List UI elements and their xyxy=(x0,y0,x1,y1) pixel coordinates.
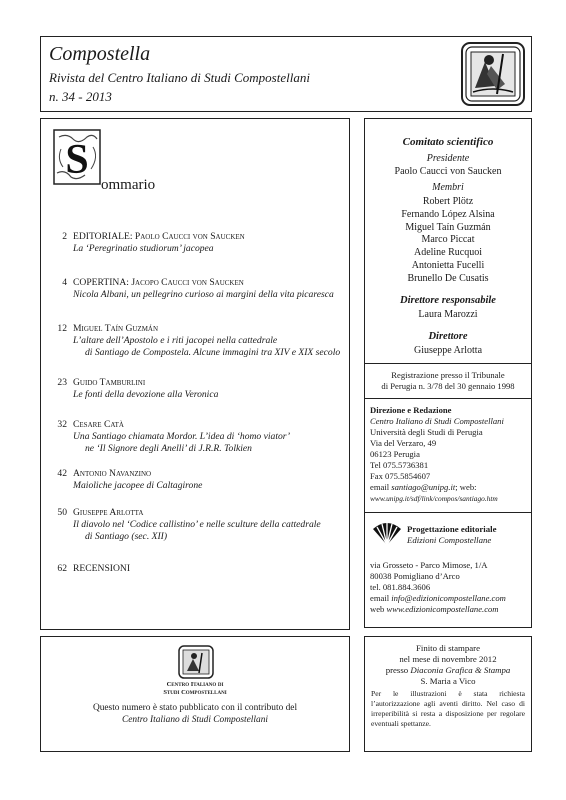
entry-title: Maioliche jacopee di Caltagirone xyxy=(73,480,203,491)
member-name: Miguel Taín Guzmán xyxy=(405,221,491,233)
entry-author: Antonio Navanzino xyxy=(73,468,152,479)
page-number: 50 xyxy=(57,507,67,518)
director-label: Direttore xyxy=(428,331,468,342)
email-link[interactable]: santiago@unipg.it xyxy=(391,482,456,492)
entry-author: RECENSIONI xyxy=(73,563,131,574)
editorial-office: Direzione e Redazione Centro Italiano di Studi Compostellani Università degli Studi di Perugia Via del Verzaro, 49 06123 Perugia Tel 075.5736381 Fax 075.5854607 email santiago@unipg.it; web: www.unipg.it/sdf/link/compos/santiago.htm xyxy=(370,405,530,504)
entry-title: Il diavolo nel ‘Codice callistino’ e nelle sculture della cattedrale xyxy=(73,519,321,530)
president-label: Presidente xyxy=(426,153,470,164)
entry-author: Guido Tamburlini xyxy=(73,377,146,388)
colophon-box xyxy=(364,636,532,752)
entry-author: Miguel Taín Guzmán xyxy=(73,323,159,334)
decorated-initial xyxy=(53,129,101,185)
page-number: 12 xyxy=(57,323,67,334)
sponsor-name: Centro Italiano di Studi Compostellani xyxy=(121,715,268,725)
members-list xyxy=(365,196,531,286)
publisher-name: Edizioni Compostellane xyxy=(407,535,492,545)
page-number: 62 xyxy=(57,563,67,574)
publisher-web-link[interactable]: www.edizionicompostellane.com xyxy=(386,604,499,614)
entry-title: L’altare dell’Apostolo e i riti jacopei nella cattedrale xyxy=(73,335,278,346)
page-number: 32 xyxy=(57,419,67,430)
masthead-info-panel xyxy=(364,118,532,628)
sponsor-box xyxy=(40,636,350,752)
member-name: Adeline Rucquoi xyxy=(413,247,483,259)
scallop-shell-icon xyxy=(371,519,403,547)
svg-text:S: S xyxy=(65,137,89,183)
divider xyxy=(365,398,531,399)
responsible-director-name: Laura Marozzi xyxy=(418,309,478,320)
publisher-email-link[interactable]: info@edizionicompostellane.com xyxy=(391,593,506,603)
page-number: 23 xyxy=(57,377,67,388)
entry-title: La ‘Peregrinatio studiorum’ jacopea xyxy=(73,243,214,254)
colophon-line: Finito di stampare xyxy=(415,643,480,653)
page-number: 42 xyxy=(57,468,67,479)
editorial-design-heading: Progettazione editoriale xyxy=(407,524,497,534)
divider xyxy=(365,512,531,513)
member-name: Marco Piccat xyxy=(421,234,475,246)
president-name: Paolo Caucci von Saucken xyxy=(394,166,502,177)
table-of-contents xyxy=(40,118,350,630)
members-label: Membri xyxy=(432,182,464,193)
seal-caption: Centro Italiano di Studi Compostellani xyxy=(163,681,227,696)
web-link[interactable]: www.unipg.it/sdf/link/compos/santiago.htm xyxy=(370,494,498,503)
member-name: Fernando López Alsina xyxy=(401,208,495,220)
rights-note: Per le illustrazioni è stata richiesta l’autorizzazione agli aventi diritto. Nel caso di irreperibilità si resta a disposizione per regolare eventuali spettanze. xyxy=(371,689,525,728)
entry-title: di Santiago (sec. XII) xyxy=(85,531,168,542)
director-name: Giuseppe Arlotta xyxy=(413,345,483,356)
colophon-line: nel mese di novembre 2012 xyxy=(399,654,497,664)
entry-author: Cesare Catà xyxy=(73,419,124,430)
institute-seal-icon xyxy=(178,645,214,679)
colophon-printer: presso Diaconia Grafica & Stampa xyxy=(385,665,511,675)
member-name: Antonietta Fucelli xyxy=(411,259,485,271)
entry-title: ne ‘Il Signore degli Anelli’ di J.R.R. Tolkien xyxy=(85,443,252,454)
entry-title: di Santiago de Compostela. Alcune immagini tra XIV e XIX secolo xyxy=(85,347,341,358)
masthead xyxy=(40,36,532,112)
entry-title: Le fonti della devozione alla Veronica xyxy=(73,389,219,400)
entry-author: Giuseppe Arlotta xyxy=(73,507,144,518)
pilgrim-logo-icon xyxy=(461,42,525,106)
responsible-director-label: Direttore responsabile xyxy=(400,295,496,306)
issue-number: n. 34 - 2013 xyxy=(49,89,112,104)
ornament-icon xyxy=(53,129,101,185)
registration-note: Registrazione presso il Tribunale di Perugia n. 3/78 del 30 gennaio 1998 xyxy=(381,370,515,391)
member-name: Brunello De Cusatis xyxy=(407,272,489,284)
editorial-office-heading: Direzione e Redazione xyxy=(370,405,452,415)
entry-title: Una Santiago chiamata Mordor. L’idea di ‘homo viator’ xyxy=(73,431,291,442)
publisher-address: via Grosseto - Parco Mimose, 1/A 80038 Pomigliano d’Arco tel. 081.884.3606 email info@edizionicompostellane.com web www.edizionicompostellane.com xyxy=(370,560,506,614)
entry-author: COPERTINA: Jacopo Caucci von Saucken xyxy=(73,277,244,288)
page-number: 2 xyxy=(62,231,67,242)
committee-heading: Comitato scientifico xyxy=(402,136,494,148)
divider xyxy=(365,363,531,364)
journal-subtitle: Rivista del Centro Italiano di Studi Compostellani xyxy=(49,70,310,85)
contents-heading: ommario xyxy=(101,177,156,193)
entry-title: Nicola Albani, un pellegrino curioso ai margini della vita picaresca xyxy=(73,289,334,300)
member-name: Robert Plötz xyxy=(422,196,474,207)
sponsor-text: Questo numero è stato pubblicato con il contributo del xyxy=(92,703,298,713)
entry-author: EDITORIALE: Paolo Caucci von Saucken xyxy=(73,231,245,242)
journal-title: Compostella xyxy=(49,43,151,65)
page-number: 4 xyxy=(62,277,67,288)
colophon-line: S. Maria a Vico xyxy=(420,676,476,686)
